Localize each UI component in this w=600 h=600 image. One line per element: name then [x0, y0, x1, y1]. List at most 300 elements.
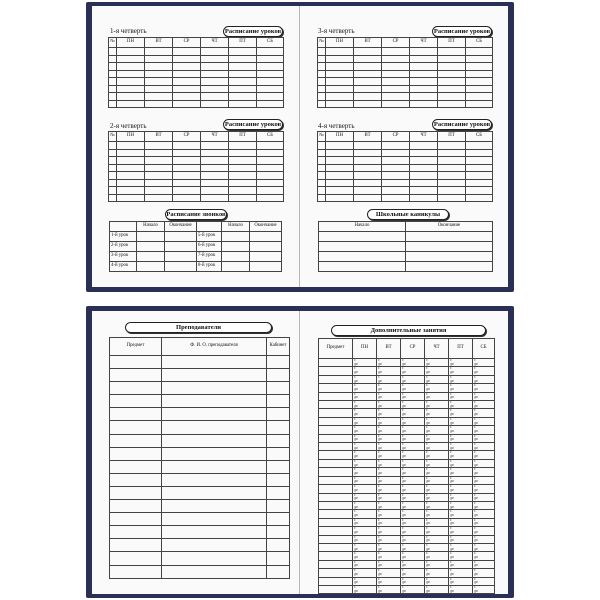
from-label: с: [450, 392, 452, 396]
schedule-cell: [201, 179, 229, 187]
extra-time-cell: [425, 359, 449, 367]
to-label: до: [474, 588, 478, 593]
to-label: до: [402, 361, 406, 366]
to-label: до: [450, 538, 454, 543]
teachers-cell: [267, 395, 290, 408]
schedule-cell: [229, 48, 257, 56]
from-label: с: [474, 577, 476, 581]
from-label: с: [474, 501, 476, 505]
extra-time-cell: [473, 552, 495, 560]
extra-row: [319, 501, 495, 509]
extra-row: [319, 493, 495, 501]
schedule-cell: [257, 70, 284, 78]
from-label: с: [474, 493, 476, 497]
from-label: с: [474, 375, 476, 379]
quarter-1-banner: Расписание уроков: [224, 28, 282, 35]
extra-row: [319, 577, 495, 585]
to-label: до: [354, 370, 358, 375]
from-label: с: [426, 518, 428, 522]
to-label: до: [426, 580, 430, 585]
schedule-cell: [257, 149, 284, 157]
extra-row: [319, 459, 495, 467]
from-label: с: [450, 551, 452, 556]
extra-time-cell: [425, 417, 449, 425]
from-label: с: [450, 509, 452, 514]
extra-time-cell: [401, 401, 425, 409]
teachers-header-room: Кабинет: [267, 338, 290, 356]
from-label: с: [450, 577, 452, 581]
teachers-row: [110, 421, 290, 434]
schedule-cell: [382, 48, 410, 56]
schedule-cell: [117, 85, 145, 93]
extra-time-cell: [425, 543, 449, 551]
to-label: до: [426, 563, 430, 568]
to-label: до: [450, 521, 454, 526]
schedule-header-cell: ВТ: [354, 38, 382, 48]
schedule-cell: [109, 187, 117, 195]
to-label: до: [378, 386, 382, 391]
from-label: с: [450, 358, 452, 362]
to-label: до: [402, 546, 406, 551]
to-label: до: [402, 462, 406, 467]
schedule-cell: [229, 100, 257, 108]
to-label: до: [354, 420, 358, 425]
teachers-cell: [110, 539, 162, 552]
to-label: до: [402, 479, 406, 484]
extra-time-cell: [401, 468, 425, 476]
from-label: с: [450, 450, 452, 455]
extra-row: [319, 367, 495, 375]
from-label: с: [402, 375, 404, 379]
from-label: с: [474, 509, 476, 514]
from-label: с: [474, 568, 476, 573]
from-label: с: [354, 543, 356, 547]
schedule-header-cell: ПН: [326, 132, 354, 142]
extra-header-tue: ВТ: [377, 339, 401, 359]
schedule-cell: [201, 187, 229, 195]
schedule-row: [109, 142, 284, 150]
to-label: до: [378, 437, 382, 442]
extra-time-cell: [473, 560, 495, 568]
extra-row: [319, 426, 495, 434]
to-label: до: [402, 513, 406, 518]
schedule-cell: [109, 179, 117, 187]
to-label: до: [354, 538, 358, 543]
schedule-header-cell: №: [109, 38, 117, 48]
schedule-cell: [318, 85, 326, 93]
extra-time-cell: [353, 585, 377, 593]
to-label: до: [426, 487, 430, 492]
schedule-cell: [354, 85, 382, 93]
schedule-cell: [410, 149, 438, 157]
teachers-cell: [267, 539, 290, 552]
bells-lesson-4: 4-й урок: [110, 262, 137, 272]
schedule-cell: [382, 164, 410, 172]
schedule-cell: [117, 187, 145, 195]
from-label: с: [426, 400, 428, 405]
to-label: до: [450, 378, 454, 383]
schedule-cell: [257, 164, 284, 172]
schedule-cell: [466, 149, 493, 157]
schedule-cell: [145, 157, 173, 165]
to-label: до: [402, 437, 406, 442]
teachers-cell: [162, 526, 267, 539]
from-label: с: [450, 518, 452, 522]
to-label: до: [474, 412, 478, 417]
extra-row: [319, 401, 495, 409]
from-label: с: [378, 509, 380, 514]
to-label: до: [354, 580, 358, 585]
to-label: до: [378, 496, 382, 501]
quarter-3-label: 3-я четверть: [318, 27, 355, 35]
extra-row: [319, 468, 495, 476]
to-label: до: [426, 504, 430, 509]
extra-time-cell: [401, 501, 425, 509]
to-label: до: [450, 395, 454, 400]
to-label: до: [426, 395, 430, 400]
schedule-cell: [354, 164, 382, 172]
from-label: с: [426, 560, 428, 564]
to-label: до: [402, 563, 406, 568]
schedule-cell: [382, 70, 410, 78]
to-label: до: [426, 445, 430, 450]
extra-time-cell: [377, 560, 401, 568]
extra-subject-cell: [319, 552, 353, 560]
from-label: с: [426, 551, 428, 556]
extra-time-cell: [377, 459, 401, 467]
from-label: с: [378, 467, 380, 472]
extra-time-cell: [425, 451, 449, 459]
schedule-cell: [145, 63, 173, 71]
from-label: с: [354, 577, 356, 581]
to-label: до: [378, 555, 382, 560]
to-label: до: [450, 504, 454, 509]
extra-header-thu: ЧТ: [425, 339, 449, 359]
to-label: до: [402, 538, 406, 543]
schedule-cell: [229, 142, 257, 150]
teachers-cell: [267, 421, 290, 434]
quarter-4-schedule-table: [317, 131, 493, 202]
from-label: с: [354, 493, 356, 497]
extra-time-cell: [425, 367, 449, 375]
extra-header-subject: Предмет: [319, 339, 353, 359]
teachers-row: [110, 539, 290, 552]
to-label: до: [474, 370, 478, 375]
schedule-cell: [318, 149, 326, 157]
extra-time-cell: [449, 485, 473, 493]
from-label: с: [450, 417, 452, 421]
to-label: до: [354, 437, 358, 442]
to-label: до: [378, 445, 382, 450]
extra-row: [319, 485, 495, 493]
from-label: с: [450, 442, 452, 447]
to-label: до: [354, 529, 358, 534]
teachers-cell: [110, 395, 162, 408]
extra-time-cell: [473, 401, 495, 409]
from-label: с: [450, 543, 452, 547]
schedule-cell: [326, 142, 354, 150]
teachers-cell: [110, 460, 162, 473]
extra-time-cell: [401, 485, 425, 493]
schedule-cell: [354, 172, 382, 180]
from-label: с: [426, 417, 428, 421]
schedule-row: [318, 78, 493, 86]
from-label: с: [450, 467, 452, 472]
bells-cell: [137, 242, 165, 252]
schedule-cell: [326, 93, 354, 101]
to-label: до: [450, 555, 454, 560]
extra-time-cell: [473, 527, 495, 535]
teachers-cell: [267, 473, 290, 486]
schedule-cell: [466, 194, 493, 202]
schedule-cell: [173, 78, 201, 86]
quarter-3-banner: Расписание уроков: [433, 28, 491, 35]
extra-time-cell: [353, 485, 377, 493]
bells-cell: [250, 252, 282, 262]
extra-time-cell: [377, 468, 401, 476]
schedule-cell: [410, 100, 438, 108]
bells-cell: [222, 232, 250, 242]
to-label: до: [450, 386, 454, 391]
schedule-cell: [326, 149, 354, 157]
to-label: до: [474, 571, 478, 576]
schedule-cell: [382, 149, 410, 157]
from-label: с: [402, 476, 404, 480]
holidays-header-end: Окончание: [406, 222, 493, 232]
teachers-cell: [162, 408, 267, 421]
from-label: с: [426, 383, 428, 388]
extra-time-cell: [449, 476, 473, 484]
teachers-cell: [162, 473, 267, 486]
extra-subject-cell: [319, 569, 353, 577]
schedule-cell: [117, 93, 145, 101]
schedule-cell: [109, 55, 117, 63]
bells-lesson-2: 2-й урок: [110, 242, 137, 252]
schedule-cell: [145, 78, 173, 86]
extra-time-cell: [377, 375, 401, 383]
to-label: до: [378, 428, 382, 433]
schedule-row: [109, 172, 284, 180]
extra-time-cell: [449, 375, 473, 383]
to-label: до: [402, 521, 406, 526]
extra-subject-cell: [319, 577, 353, 585]
schedule-row: [318, 172, 493, 180]
to-label: до: [474, 445, 478, 450]
extra-time-cell: [353, 569, 377, 577]
from-label: с: [378, 366, 380, 371]
from-label: с: [378, 518, 380, 522]
from-label: с: [378, 434, 380, 438]
schedule-cell: [173, 55, 201, 63]
extra-subject-cell: [319, 392, 353, 400]
schedule-cell: [410, 157, 438, 165]
schedule-cell: [410, 142, 438, 150]
from-label: с: [378, 526, 380, 531]
from-label: с: [474, 417, 476, 421]
schedule-cell: [117, 78, 145, 86]
from-label: с: [402, 417, 404, 421]
teachers-cell: [110, 408, 162, 421]
to-label: до: [474, 487, 478, 492]
from-label: с: [426, 526, 428, 531]
schedule-row: [318, 179, 493, 187]
schedule-row: [109, 55, 284, 63]
teachers-row: [110, 513, 290, 526]
to-label: до: [474, 479, 478, 484]
extra-time-cell: [449, 459, 473, 467]
to-label: до: [402, 504, 406, 509]
schedule-cell: [382, 55, 410, 63]
teachers-cell: [162, 565, 267, 578]
schedule-row: [109, 63, 284, 71]
to-label: до: [426, 420, 430, 425]
teachers-cell: [162, 434, 267, 447]
extra-time-cell: [425, 375, 449, 383]
to-label: до: [354, 462, 358, 467]
extra-time-cell: [401, 409, 425, 417]
from-label: с: [402, 568, 404, 573]
teachers-table: [109, 337, 290, 579]
extra-time-cell: [449, 384, 473, 392]
teachers-cell: [162, 500, 267, 513]
schedule-cell: [318, 142, 326, 150]
schedule-cell: [173, 63, 201, 71]
schedule-header-cell: ЧТ: [201, 132, 229, 142]
extra-time-cell: [473, 476, 495, 484]
from-label: с: [474, 400, 476, 405]
teachers-row: [110, 565, 290, 578]
bells-cell: [165, 242, 197, 252]
schedule-cell: [117, 149, 145, 157]
schedule-cell: [382, 194, 410, 202]
schedule-cell: [318, 70, 326, 78]
holidays-cell: [319, 252, 406, 262]
extra-time-cell: [449, 543, 473, 551]
extra-time-cell: [425, 535, 449, 543]
extra-time-cell: [377, 518, 401, 526]
schedule-cell: [257, 55, 284, 63]
bells-cell: [250, 262, 282, 272]
from-label: с: [378, 417, 380, 421]
extra-time-cell: [449, 367, 473, 375]
extra-time-cell: [377, 585, 401, 593]
schedule-cell: [466, 172, 493, 180]
schedule-cell: [326, 172, 354, 180]
to-label: до: [378, 361, 382, 366]
schedule-row: [318, 100, 493, 108]
to-label: до: [354, 487, 358, 492]
bells-cell: [165, 252, 197, 262]
schedule-row: [109, 187, 284, 195]
teachers-row: [110, 473, 290, 486]
schedule-row: [109, 157, 284, 165]
extra-row: [319, 543, 495, 551]
schedule-cell: [201, 194, 229, 202]
holidays-table: [318, 221, 493, 272]
schedule-row: [109, 70, 284, 78]
to-label: до: [402, 571, 406, 576]
to-label: до: [450, 361, 454, 366]
teachers-row: [110, 552, 290, 565]
schedule-cell: [438, 172, 466, 180]
extra-time-cell: [353, 543, 377, 551]
extra-subject-cell: [319, 543, 353, 551]
to-label: до: [474, 555, 478, 560]
bells-lesson-7: 7-й урок: [197, 252, 222, 262]
to-label: до: [474, 470, 478, 475]
teachers-cell: [267, 356, 290, 369]
extra-time-cell: [401, 493, 425, 501]
extra-subject-cell: [319, 384, 353, 392]
schedule-header-cell: №: [318, 132, 326, 142]
bells-banner: Расписание звонков: [166, 211, 226, 218]
extra-subject-cell: [319, 359, 353, 367]
schedule-cell: [354, 142, 382, 150]
extra-time-cell: [473, 375, 495, 383]
schedule-cell: [354, 55, 382, 63]
schedule-cell: [229, 187, 257, 195]
extra-subject-cell: [319, 375, 353, 383]
extra-header-sat: СБ: [473, 339, 495, 359]
from-label: с: [378, 501, 380, 505]
to-label: до: [426, 571, 430, 576]
teachers-cell: [267, 434, 290, 447]
schedule-cell: [466, 100, 493, 108]
from-label: с: [474, 366, 476, 371]
schedule-cell: [109, 78, 117, 86]
extra-time-cell: [401, 560, 425, 568]
schedule-cell: [257, 100, 284, 108]
from-label: с: [354, 459, 356, 463]
from-label: с: [402, 543, 404, 547]
to-label: до: [402, 580, 406, 585]
schedule-header-cell: СР: [173, 38, 201, 48]
schedule-cell: [173, 70, 201, 78]
extra-row: [319, 560, 495, 568]
from-label: с: [402, 518, 404, 522]
extra-time-cell: [473, 510, 495, 518]
from-label: с: [354, 408, 356, 413]
from-label: с: [378, 375, 380, 379]
teachers-row: [110, 486, 290, 499]
extra-time-cell: [353, 493, 377, 501]
bells-lesson-5: 5-й урок: [197, 232, 222, 242]
teachers-row: [110, 382, 290, 395]
from-label: с: [474, 383, 476, 388]
extra-time-cell: [377, 501, 401, 509]
from-label: с: [474, 408, 476, 413]
extra-time-cell: [425, 493, 449, 501]
from-label: с: [402, 366, 404, 371]
bells-lesson-1: 1-й урок: [110, 232, 137, 242]
extra-time-cell: [353, 552, 377, 560]
extra-subject-cell: [319, 451, 353, 459]
schedule-header-cell: ПН: [326, 38, 354, 48]
schedule-cell: [145, 85, 173, 93]
extra-subject-cell: [319, 585, 353, 593]
schedule-cell: [229, 70, 257, 78]
from-label: с: [474, 459, 476, 463]
extra-time-cell: [353, 451, 377, 459]
from-label: с: [450, 375, 452, 379]
from-label: с: [378, 484, 380, 489]
to-label: до: [378, 521, 382, 526]
extra-time-cell: [449, 501, 473, 509]
schedule-cell: [145, 164, 173, 172]
schedule-header-cell: СБ: [257, 132, 284, 142]
extra-subject-cell: [319, 493, 353, 501]
schedule-cell: [410, 179, 438, 187]
